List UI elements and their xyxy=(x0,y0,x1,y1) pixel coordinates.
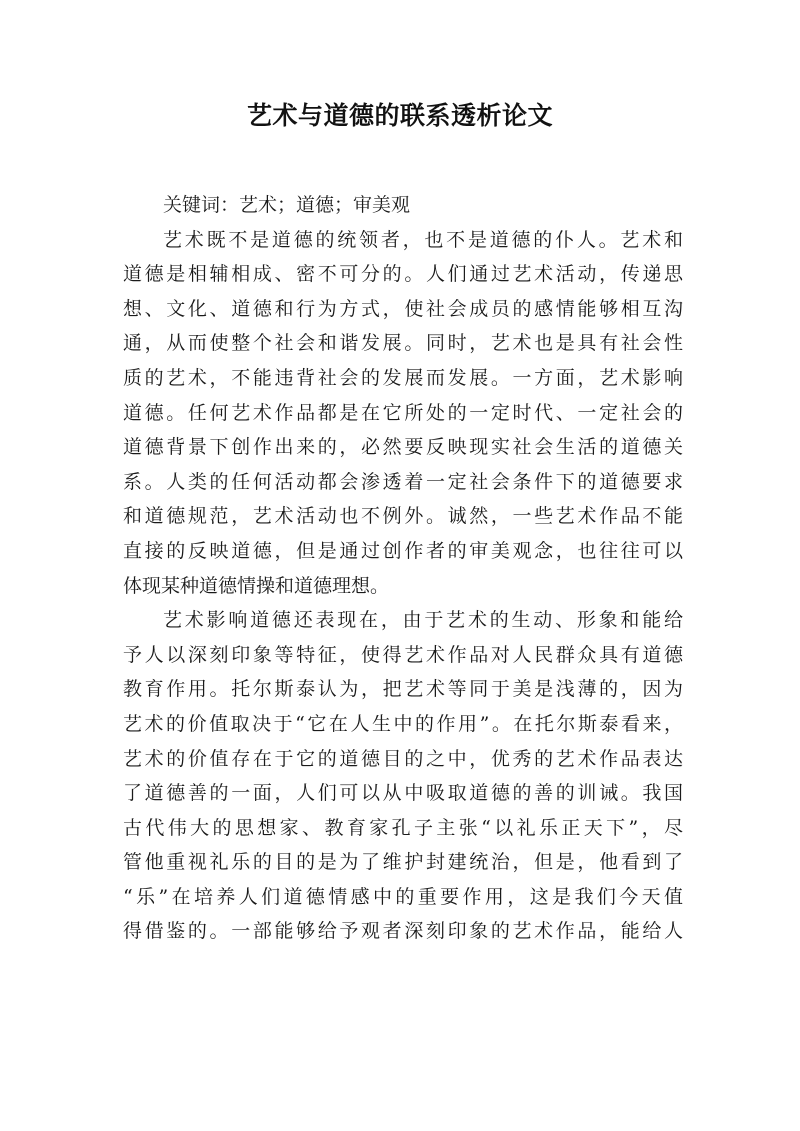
paragraph-1-line-6: 道德。任何艺术作品都是在它所处的一定时代、一定社会的 xyxy=(123,401,683,424)
paragraph-1-line-3: 想、文化、道德和行为方式，使社会成员的感情能够相互沟 xyxy=(123,297,683,320)
paragraph-1-line-7: 道德背景下创作出来的，必然要反映现实社会生活的道德关 xyxy=(123,436,683,459)
paragraph-1-line-8: 系。人类的任何活动都会渗透着一定社会条件下的道德要求 xyxy=(123,470,683,493)
paragraph-2-line-9: “乐”在培养人们道德情感中的重要作用，这是我们今天值 xyxy=(123,885,683,908)
document-title: 艺术与道德的联系透析论文 xyxy=(246,101,553,130)
paragraph-1-line-5: 质的艺术，不能违背社会的发展而发展。一方面，艺术影响 xyxy=(123,366,683,389)
paragraph-2-line-8: 管他重视礼乐的目的是为了维护封建统治，但是，他看到了 xyxy=(123,851,683,874)
paragraph-1-line-1: 艺术既不是道德的统领者，也不是道德的仆人。艺术和 xyxy=(163,228,683,251)
paragraph-2-line-5: 艺术的价值存在于它的道德目的之中，优秀的艺术作品表达 xyxy=(123,747,683,770)
document-body xyxy=(123,188,683,949)
paragraph-2-line-10: 得借鉴的。一部能够给予观者深刻印象的艺术作品，能给人 xyxy=(123,920,683,943)
keywords-line: 关键词：艺术；道德；审美观 xyxy=(163,194,411,216)
paragraph-2-line-6: 了道德善的一面，人们可以从中吸取道德的善的训诫。我国 xyxy=(123,782,683,805)
paragraph-1-line-11: 体现某种道德情操和道德理想。 xyxy=(123,574,390,597)
paragraph-1-line-2: 道德是相辅相成、密不可分的。人们通过艺术活动，传递思 xyxy=(123,263,683,286)
paragraph-1-line-10: 直接的反映道德，但是通过创作者的审美观念，也往往可以 xyxy=(123,539,683,562)
paragraph-2-line-1: 艺术影响道德还表现在，由于艺术的生动、形象和能给 xyxy=(163,609,683,632)
paragraph-2-line-4: 艺术的价值取决于“它在人生中的作用”。在托尔斯泰看来， xyxy=(123,712,683,735)
paragraph-1-line-9: 和道德规范，艺术活动也不例外。诚然，一些艺术作品不能 xyxy=(123,505,683,528)
paragraph-2-line-2: 予人以深刻印象等特征，使得艺术作品对人民群众具有道德 xyxy=(123,643,683,666)
paragraph-2-line-3: 教育作用。托尔斯泰认为，把艺术等同于美是浅薄的，因为 xyxy=(123,678,683,701)
paragraph-1-line-4: 通，从而使整个社会和谐发展。同时，艺术也是具有社会性 xyxy=(123,332,683,355)
paragraph-2-line-7: 古代伟大的思想家、教育家孔子主张“以礼乐正天下”，尽 xyxy=(123,816,683,839)
